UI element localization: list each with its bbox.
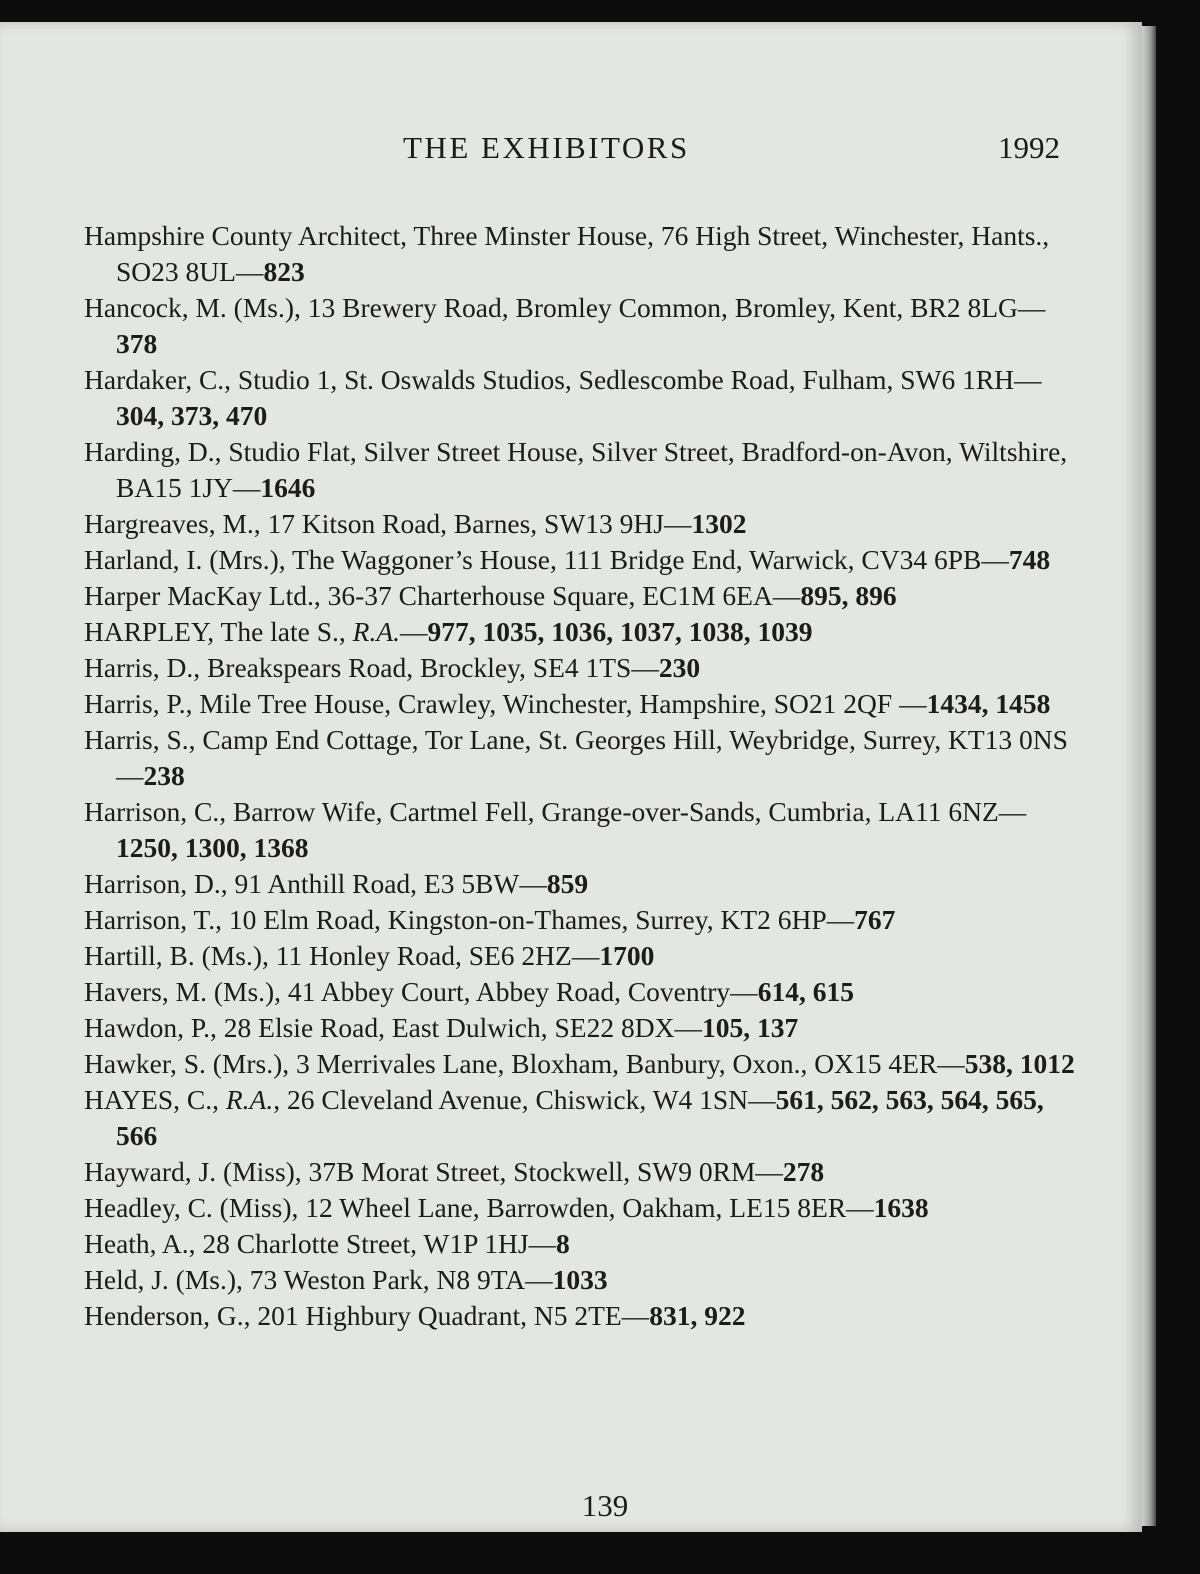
entry-catalogue-numbers: 895, 896 — [800, 580, 897, 611]
page-edge — [1142, 26, 1156, 1526]
entry-catalogue-numbers: 1646 — [260, 472, 316, 503]
entry-address: Heath, A., 28 Charlotte Street, W1P 1HJ— — [84, 1228, 557, 1259]
entry-address: Harris, S., Camp End Cottage, Tor Lane, St. Georges Hill, Weybridge, Surrey, KT13 0NS— — [84, 724, 1068, 791]
exhibitor-entry — [84, 866, 1084, 902]
exhibitor-entry — [84, 1010, 1084, 1046]
entry-catalogue-numbers: 105, 137 — [701, 1012, 799, 1043]
entry-address: Hartill, B. (Ms.), 11 Honley Road, SE6 2HZ— — [84, 940, 600, 971]
entry-address: Havers, M. (Ms.), 41 Abbey Court, Abbey Road, Coventry— — [84, 976, 758, 1007]
page-number: 139 — [581, 1488, 629, 1523]
exhibitor-entry — [84, 650, 1084, 686]
exhibitor-entry — [84, 614, 1084, 650]
book-page — [0, 22, 1142, 1532]
exhibitor-entry — [84, 362, 1084, 434]
exhibitor-entry — [84, 1226, 1084, 1262]
entry-catalogue-numbers: 304, 373, 470 — [116, 400, 268, 431]
exhibitor-entry — [84, 902, 1084, 938]
entry-address: Held, J. (Ms.), 73 Weston Park, N8 9TA— — [84, 1264, 553, 1295]
entry-address: Harrison, C., Barrow Wife, Cartmel Fell, Grange-over-Sands, Cumbria, LA11 6NZ— — [84, 796, 1027, 827]
exhibitor-entry — [84, 1082, 1084, 1154]
exhibitor-entry — [84, 974, 1084, 1010]
entry-catalogue-numbers: 1250, 1300, 1368 — [116, 832, 309, 863]
entry-address: Harding, D., Studio Flat, Silver Street House, Silver Street, Bradford-on-Avon, Wiltshire, BA15 1JY— — [84, 436, 1068, 503]
exhibitor-list — [84, 218, 1084, 1334]
entry-address: Hardaker, C., Studio 1, St. Oswalds Studios, Sedlescombe Road, Fulham, SW6 1RH— — [84, 364, 1042, 395]
running-head — [0, 130, 1142, 174]
exhibitor-entry — [84, 434, 1084, 506]
entry-catalogue-numbers: 238 — [143, 760, 185, 791]
entry-catalogue-numbers: 8 — [556, 1228, 570, 1259]
exhibitor-entry — [84, 1046, 1084, 1082]
entry-address: Harrison, T., 10 Elm Road, Kingston-on-Thames, Surrey, KT2 6HP— — [84, 904, 855, 935]
entry-address: HARPLEY, The late S., — [84, 616, 353, 647]
entry-catalogue-numbers: 1302 — [691, 508, 747, 539]
header-year: 1992 — [998, 130, 1060, 165]
entry-catalogue-numbers: 561, 562, 563, 564, 565, 566 — [116, 1084, 1044, 1151]
entry-honour: R.A. — [225, 1084, 274, 1115]
entry-catalogue-numbers: 859 — [546, 868, 589, 899]
entry-address: Hawker, S. (Mrs.), 3 Merrivales Lane, Bloxham, Banbury, Oxon., OX15 4ER— — [84, 1048, 965, 1079]
entry-address: Harland, I. (Mrs.), The Waggoner’s House, 111 Bridge End, Warwick, CV34 6PB— — [84, 544, 1009, 575]
entry-catalogue-numbers: 538, 1012 — [964, 1048, 1075, 1079]
entry-address: Harrison, D., 91 Anthill Road, E3 5BW— — [84, 868, 547, 899]
entry-address: Hampshire County Architect, Three Minster House, 76 High Street, Winchester, Hants., SO23 8UL— — [84, 220, 1050, 287]
page-title: THE EXHIBITORS — [403, 130, 690, 165]
entry-catalogue-numbers: 1434, 1458 — [926, 688, 1051, 719]
exhibitor-entry — [84, 1262, 1084, 1298]
entry-catalogue-numbers: 1700 — [599, 940, 655, 971]
entry-address: Headley, C. (Miss), 12 Wheel Lane, Barrowden, Oakham, LE15 8ER— — [84, 1192, 874, 1223]
entry-address-continued: , 26 Cleveland Avenue, Chiswick, W4 1SN— — [273, 1084, 776, 1115]
exhibitor-entry — [84, 938, 1084, 974]
entry-catalogue-numbers: 278 — [782, 1156, 825, 1187]
entry-address: Hawdon, P., 28 Elsie Road, East Dulwich, SE22 8DX— — [84, 1012, 702, 1043]
entry-catalogue-numbers: 1033 — [552, 1264, 608, 1295]
entry-catalogue-numbers: 823 — [263, 256, 305, 287]
exhibitor-entry — [84, 794, 1084, 866]
entry-address: Hayward, J. (Miss), 37B Morat Street, Stockwell, SW9 0RM— — [84, 1156, 783, 1187]
entry-address: Hargreaves, M., 17 Kitson Road, Barnes, SW13 9HJ— — [84, 508, 692, 539]
entry-catalogue-numbers: 748 — [1008, 544, 1051, 575]
entry-address: HAYES, C., — [84, 1084, 226, 1115]
entry-address: Harris, D., Breakspears Road, Brockley, SE4 1TS— — [84, 652, 659, 683]
entry-honour: R.A. — [352, 616, 400, 647]
exhibitor-entry — [84, 506, 1084, 542]
exhibitor-entry — [84, 722, 1084, 794]
entry-catalogue-numbers: 378 — [116, 328, 158, 359]
exhibitor-entry — [84, 1190, 1084, 1226]
entry-address-continued: — — [400, 616, 428, 647]
entry-catalogue-numbers: 831, 922 — [649, 1300, 746, 1331]
exhibitor-entry — [84, 542, 1084, 578]
entry-catalogue-numbers: 230 — [658, 652, 701, 683]
entry-address: Henderson, G., 201 Highbury Quadrant, N5 2TE— — [84, 1300, 650, 1331]
exhibitor-entry — [84, 578, 1084, 614]
exhibitor-entry — [84, 1298, 1084, 1334]
entry-catalogue-numbers: 977, 1035, 1036, 1037, 1038, 1039 — [427, 616, 813, 647]
entry-catalogue-numbers: 614, 615 — [757, 976, 854, 1007]
entry-address: Harris, P., Mile Tree House, Crawley, Winchester, Hampshire, SO21 2QF — — [84, 688, 927, 719]
exhibitor-entry — [84, 218, 1084, 290]
exhibitor-entry — [84, 290, 1084, 362]
exhibitor-entry — [84, 1154, 1084, 1190]
entry-catalogue-numbers: 1638 — [873, 1192, 929, 1223]
entry-address: Harper MacKay Ltd., 36-37 Charterhouse Square, EC1M 6EA— — [84, 580, 801, 611]
entry-address: Hancock, M. (Ms.), 13 Brewery Road, Bromley Common, Bromley, Kent, BR2 8LG— — [84, 292, 1046, 323]
entry-catalogue-numbers: 767 — [854, 904, 896, 935]
exhibitor-entry — [84, 686, 1084, 722]
